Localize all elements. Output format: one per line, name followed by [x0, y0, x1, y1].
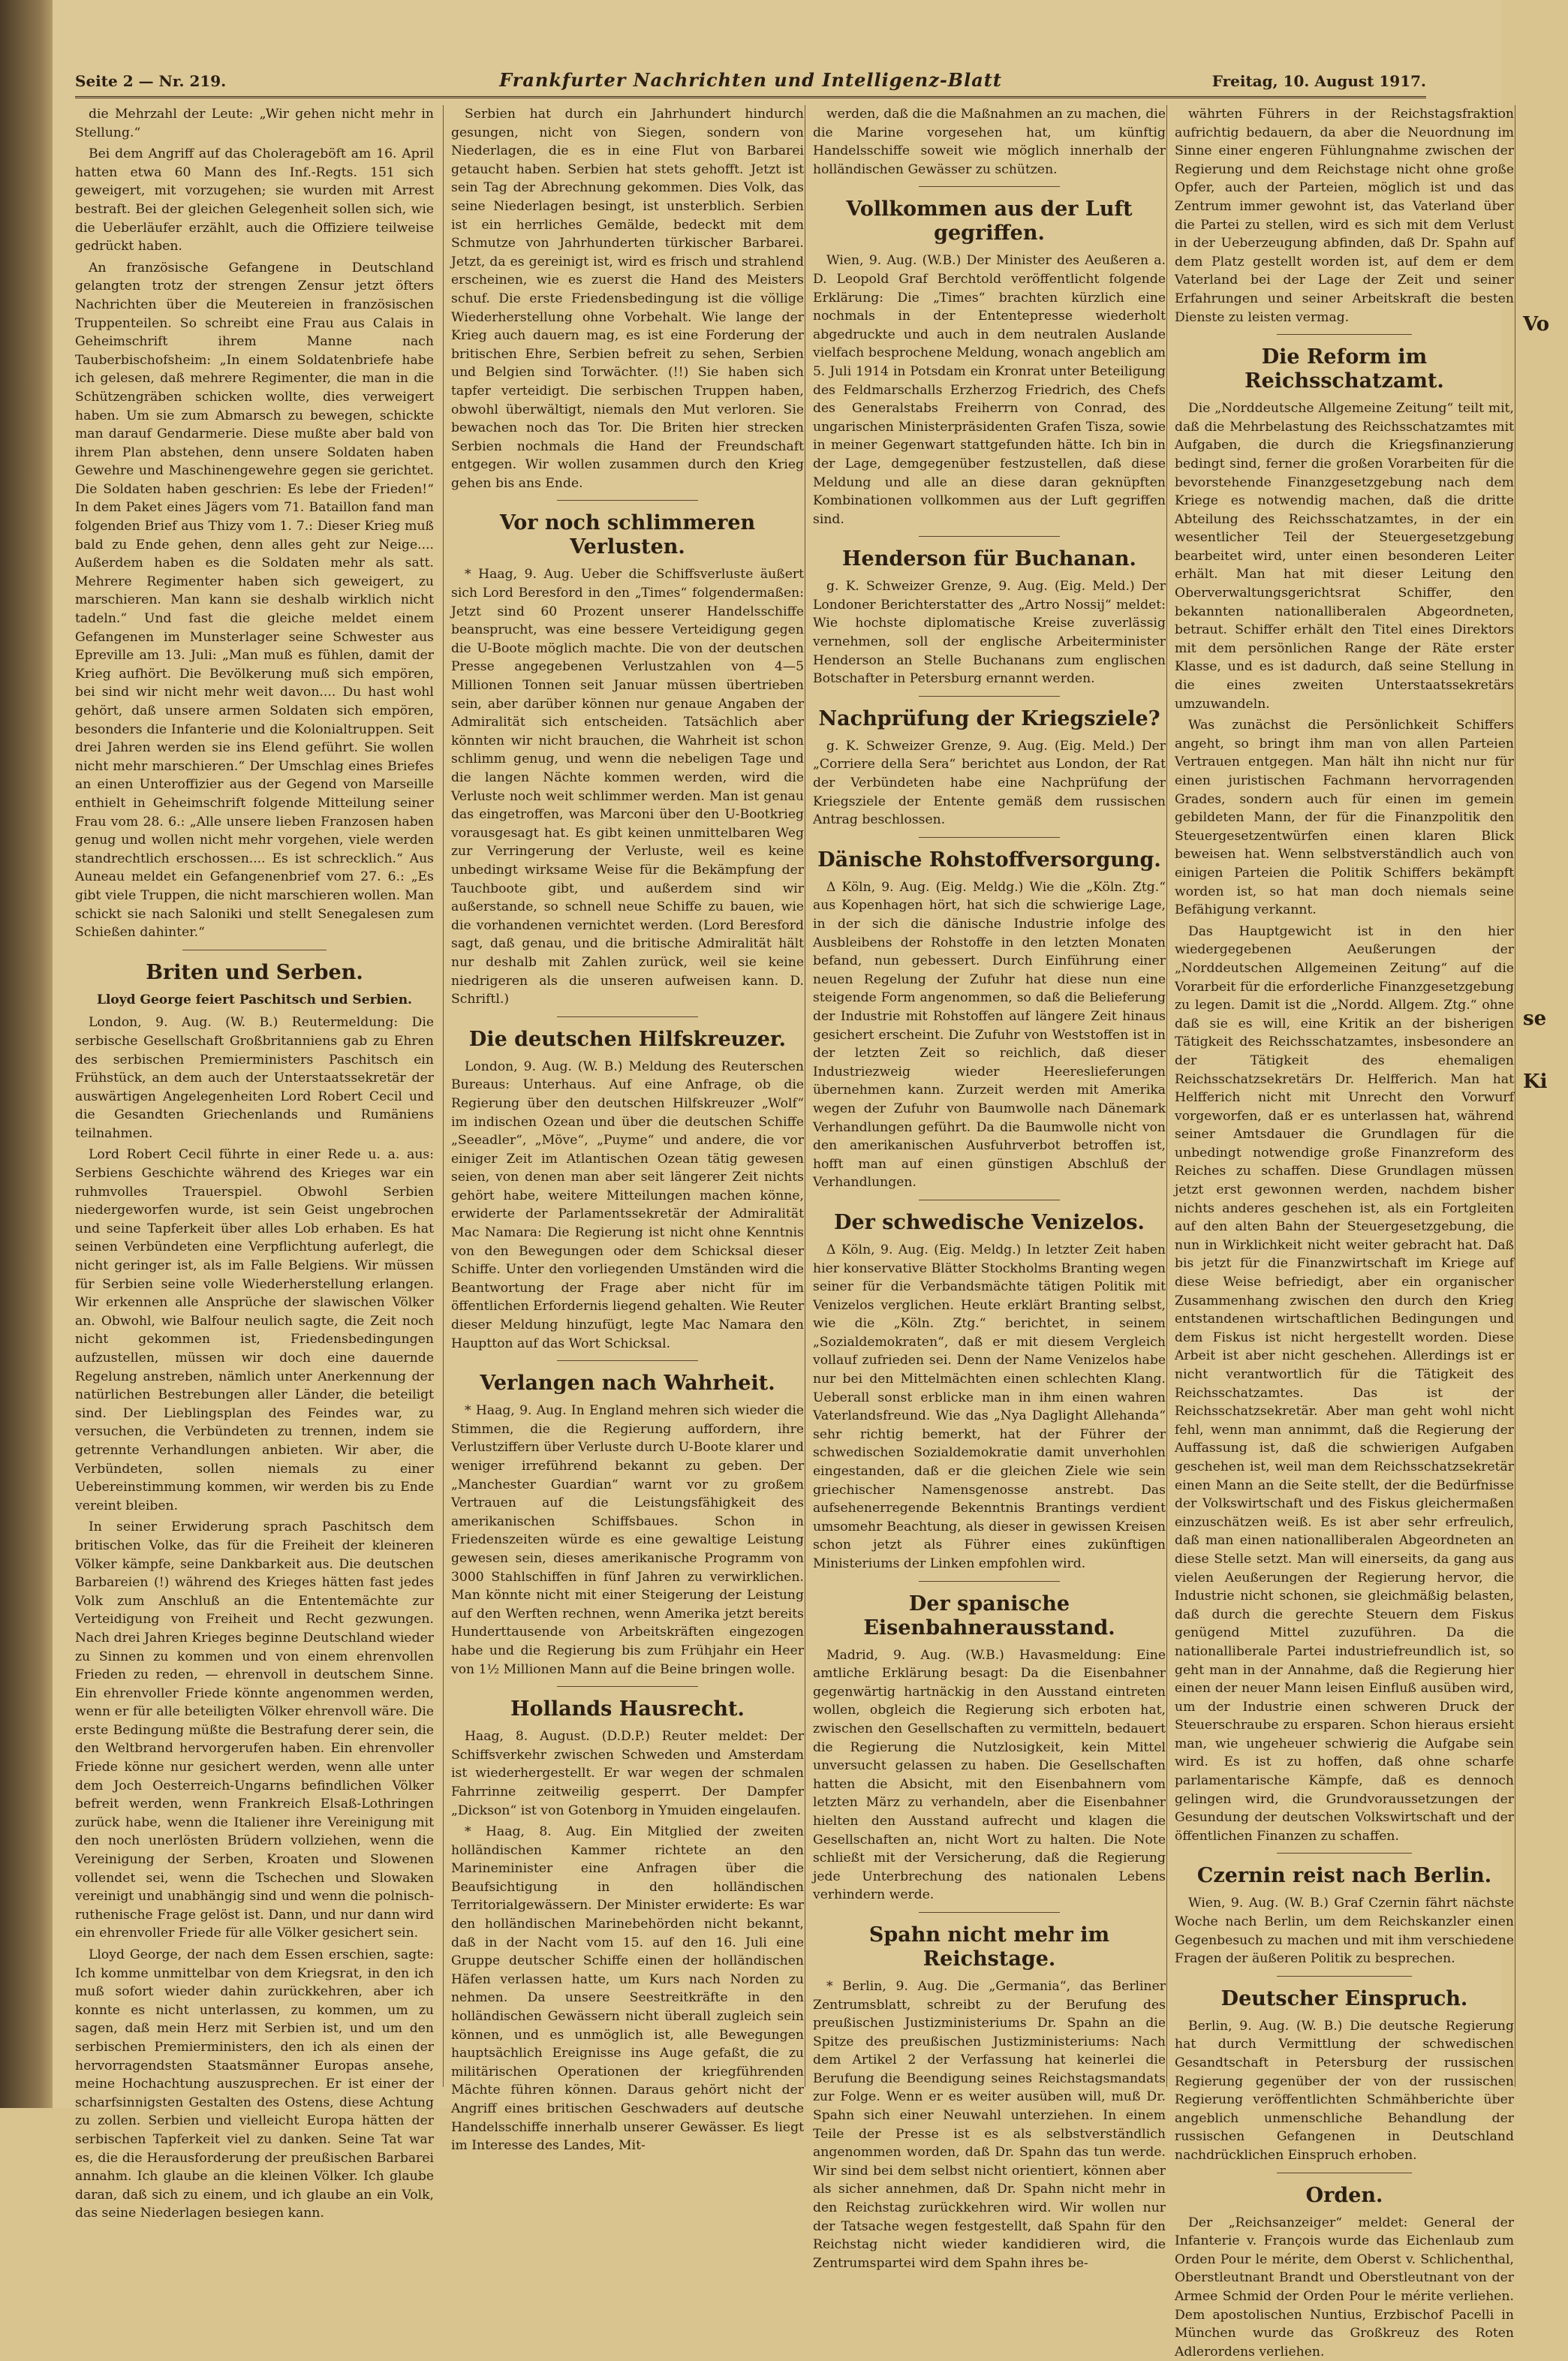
divider: [919, 186, 1060, 187]
paragraph: Das Hauptgewicht ist in den hier wiedergegebenen Aeußerungen der „Norddeutschen Allgemeinen Zeitung“ auf die Vorarbeit für die erforderliche Finanzgesetzgebung zu legen. Damit ist die „Nordd. Allgem. Ztg.“ ohne daß sie es will, eine Kritik an der bisherigen Tätigkeit des Reichsschatzamtes, insbesondere an der Tätigkeit des ehemaligen Reichsschatzsekretärs Dr. Helfferich. Man hat Helfferich nicht mit Unrecht den Vorwurf vorgeworfen, daß er es unterlassen hat, während seiner Amtsdauer die Grundlagen für die unbedingt notwendige große Finanzreform des Reiches zu schaffen. Diese Grundlagen müssen jetzt erst gewonnen werden, nachdem bisher nichts anderes geschehen ist, als ein Fortgleiten auf den alten Bahn der Steuergesetzgebung, die nun in Wirklichkeit nicht weiter gebracht hat. Daß bis jetzt für die Finanzwirtschaft im Kriege auf diese Weise befriedigt, aber ein organischer Zusammenhang zwischen den durch den Krieg entstandenen wirtschaftlichen Bedingungen und dem Fiskus ist nicht hergestellt worden. Diese Arbeit ist aber nicht geschehen. Allerdings ist er nicht verantwortlich für die Tätigkeit des Reichsschatzamtes. Das ist der Reichsschatzsekretär. Aber man geht wohl nicht fehl, wenn man annimmt, daß die Regierung der Auffassung ist, daß die schwierigen Aufgaben geschehen ist, weil man dem Reichsschatzsekretär einen Mann an die Seite stellt, der die Bedürfnisse der Volkswirtschaft und des Fiskus gleichermaßen einzuschätzen weiß. Es ist aber sehr erfreulich, daß man einen nationalliberalen Abgeordneten an diese Stelle setzt. Man will einerseits, da gang aus vielen Aeußerungen der Regierung hervor, die Industrie nicht schonen, sie gleichmäßig belasten, daß durch die gerechte Steuern dem Fiskus genügend Mittel zuzuführen. Da die nationalliberale Partei industriefreundlich ist, so geht man in der Annahme, daß die Regierung hier einen der neuer Mann leisen Einfluß ausüben wird, um der Industrie einen schweren Druck der Steuerschraube zu ersparen. Schon hieraus ersieht man, wie ungeheuer schwierig die Aufgabe sein wird. Es ist zu hoffen, daß ohne scharfe parlamentarische Kämpfe, daß es dennoch gelingen wird, die Grundvoraussetzungen der Gesundung der deutschen Volkswirtschaft und der öffentlichen Finanzen zu schaffen.: [1175, 923, 1514, 1844]
headline-rohstoff: Dänische Rohstoffversorgung.: [817, 848, 1161, 872]
book-binding: [0, 0, 53, 2108]
divider: [1277, 334, 1413, 335]
paragraph: * Berlin, 9. Aug. Die „Germania“, das Berliner Zentrumsblatt, schreibt zu der Berufung des preußischen Justizministeriums Dr. Spahn an die Spitze des preußischen Justizministeriums: Nach dem Artikel 2 der Verfassung hat keinerlei die Berufung die Beendigung seines Reichstagsmandats zur Folge. Wenn er es weiter ausüben will, muß Dr. Spahn sich einer Neuwahl unterziehen. In einem Teile der Presse ist es als selbstverständlich angenommen worden, daß Dr. Spahn das tun werde. Wir sind bei dem selbst nicht orientiert, können aber als sicher annehmen, daß Dr. Spahn nicht mehr in den Reichstag zurückkehren wird. Wir wollen nur der Tatsache wegen festgestellt, daß Spahn für den Reichstag nicht wieder kandidieren wird, die Zentrumspartei wird dem Spahn ihres be-: [813, 1978, 1166, 2271]
headline-orden: Orden.: [1305, 2183, 1383, 2207]
column-1: [75, 105, 434, 2221]
divider: [557, 500, 698, 501]
paragraph: Lord Robert Cecil führte in einer Rede u. a. aus: Serbiens Geschichte während des Krieges war ein ruhmvolles Trauerspiel. Obwohl Serbien niedergeworfen wurde, ist sein Geist ungebrochen und seine Tapferkeit über alles Lob erhaben. Es hat seinen Verbündeten eine Verpflichtung auferlegt, die nicht geringer ist, als im Falle Belgiens. Wir müssen für Serbien seine volle Wiederherstellung erlangen. Wir erkennen alle Ansprüche der slawischen Völker an. Obwohl, wie Balfour neulich sagte, die Zeit noch nicht gekommen ist, Friedensbedingungen aufzustellen, müssen wir doch eine dauernde Regelung anstreben, nämlich unter Anerkennung der natürlichen Bestrebungen aller Länder, die beteiligt sind. Der Lieblingsplan des Feindes war, zu versuchen, die Verbündeten zu trennen, indem sie getrennte Verhandlungen anbieten. Wir aber, die Verbündeten, sollen niemals zu einer Uebereinstimmung kommen, wir werden bis zu Ende vereint bleiben.: [75, 1147, 434, 1513]
paragraph: Madrid, 9. Aug. (W.B.) Havasmeldung: Eine amtliche Erklärung besagt: Da die Eisenbahner gegenwärtig hartnäckig in den Ausstand eintreten wollen, obgleich die Regierung sich erboten hat, zwischen den Gesellschaften zu vermitteln, bedauert die Regierung die Nutzlosigkeit, kein Mittel unversucht gelassen zu haben. Die Gesellschaften hatten die Absicht, mit den Eisenbahnern vom letzten März zu verhandeln, aber die Eisenbahner hielten den Ausstand aufrecht und klagen die Gesellschaften an, nicht Wort zu halten. Die Note schließt mit der Versicherung, daß die Regierung jede Unterbrechung des nationalen Lebens verhindern werde.: [813, 1647, 1166, 1903]
page-number: Seite 2 — Nr. 219.: [75, 72, 227, 90]
fragment-text: Vo: [1523, 313, 1550, 336]
paragraph: An französische Gefangene in Deutschland gelangten trotz der strengen Zensur jetzt öfters Nachrichten über die Meutereien in französischen Truppenteilen. So schreibt eine Frau aus Calais in Geheimschrift ihrem Manne nach Tauberbischofsheim: „In einem Soldatenbriefe habe ich gelesen, daß mehrere Regimenter, die man in die Schützengräben schicken wollte, dies verweigert haben. Um sie zum Abmarsch zu bewegen, schickte man darauf Gendarmerie. Diese mußte aber bald von ihrem Plan abstehen, denn unsere Soldaten haben Gewehre und Maschinengewehre gegen sie gerichtet. Die Soldaten haben geschrien: Es lebe der Frieden!“ In dem Paket eines Jägers vom 71. Bataillon fand man folgenden Brief aus Thizy vom 1. 7.: Dieser Krieg muß bald zu Ende gehen, denn alles geht zur Neige.... Außerdem haben es die Soldaten mehr als satt. Mehrere Regimenter haben sich geweigert, zu marschieren. Man kann sie deshalb wirklich nicht tadeln.“ Und fast die gleiche meldet einem Gefangenen im Munsterlager seine Schwester aus Epreville am 13. Juli: „Man muß es fühlen, damit der Krieg aufhört. Die Bevölkerung muß sich empören, bei sind wir nicht mehr weit davon.... Du hast wohl gehört, daß unsere armen Soldaten sich empören, besonders die Infanterie und die Kolonialtruppen. Seit drei Jahren werden sie ins Elend geführt. Sie wollen nicht mehr marschieren.“ Der Umschlag eines Briefes an einen Unteroffizier aus der Gegend von Marseille enthielt in Geheimschrift folgende Mitteilung seiner Frau vom 28. 6.: „Alle unsere lieben Franzosen haben genug und wollen nicht mehr vorgehen, viele werden standrechtlich erschossen.... Es ist schrecklich.“ Aus Auneau meldet ein Gefangenenbrief vom 27. 6.: „Es gibt viele Truppen, die nicht marschieren wollen. Man schickt sie nach Saloniki und stellt Senegalesen zum Schießen dahinter.“: [75, 260, 434, 941]
headline-holland: Hollands Hausrecht.: [510, 1697, 745, 1721]
paragraph: Bei dem Angriff auf das Cholerageböft am 16. April hatten etwa 60 Mann des Inf.-Regts. 151 sich geweigert, mit vorzugehen; sie wurden mit Arrest bestraft. Bei der gleichen Gelegenheit sollen sich, wie die Ueberläufer erzählt, auch die Offiziere teilweise gedrückt haben.: [75, 146, 434, 254]
column-3: [805, 105, 1166, 2271]
subheadline: Lloyd George feiert Paschitsch und Serbien.: [97, 992, 412, 1007]
headline-verluste: Vor noch schlimmeren Verlusten.: [499, 511, 756, 559]
divider: [1277, 1976, 1413, 1977]
paragraph: Wien, 9. Aug. (W.B.) Der Minister des Aeußeren a. D. Leopold Graf Berchtold veröffentlicht folgende Erklärung: Die „Times“ brachten kürzlich eine nochmals in der Ententepresse wiederholt abgedruckte und auch in dem neutralen Auslande vielfach besprochene Meldung, wonach angeblich am 5. Juli 1914 in Potsdam ein Kronrat unter Beteiligung des Feldmarschalls Erzherzog Friedrich, des Chefs des Generalstabs Freiherrn von Conrad, des ungarischen Ministerpräsidenten Grafen Tisza, sowie in meiner Gegenwart stattgefunden hätte. Ich bin in der Lage, demgegenüber festzustellen, daß diese Meldung und alle an diese daran geknüpften Kombinationen vollkommen aus der Luft gegriffen sind.: [813, 253, 1166, 527]
divider: [919, 1912, 1060, 1913]
paragraph: London, 9. Aug. (W. B.) Reutermeldung: Die serbische Gesellschaft Großbritanniens gab zu Ehren des serbischen Premierministers Paschitsch ein Frühstück, an dem auch der Unterstaatssekretär der auswärtigen Angelegenheiten Lord Robert Cecil und die Gesandten Griechenlands und Rumäniens teilnahmen.: [75, 1015, 434, 1141]
divider: [557, 1360, 698, 1361]
headline-briten: Briten und Serben.: [146, 960, 363, 984]
headline-reform: Die Reform im Reichsschatzamt.: [1244, 345, 1444, 393]
paragraph: die Mehrzahl der Leute: „Wir gehen nicht mehr in Stellung.“: [75, 107, 434, 140]
paragraph: * Haag, 8. Aug. Ein Mitglied der zweiten holländischen Kammer richtete an den Marineminister eine Anfragen über die Beaufsichtigung in den holländischen Territorialgewässern. Der Minister erwiderte: Es war den holländischen Marinebehörden nicht bekannt, daß in der Nacht vom 15. auf den 16. Juli eine Gruppe deutscher Schiffe einen der holländischen Häfen verlassen hatte, um Kurs nach Norden zu nehmen. Da unsere Seestreitkräfte in den holländischen Gewässern nicht überall zugleich sein können, und es unmöglich ist, alle Bewegungen hauptsächlich Ereignisse ins Auge gefaßt, die zu militärischen Operationen der kriegführenden Mächte führen können. Daraus gehört nicht der Angriff eines britischen Geschwaders auf deutsche Handelsschiffe innerhalb unserer Gewässer. Es liegt im Interesse des Landes, Mit-: [451, 1824, 804, 2154]
column-2: [443, 105, 804, 2154]
headline-eisenbahn: Der spanische Eisenbahnerausstand.: [863, 1592, 1115, 1640]
paragraph: Δ Köln, 9. Aug. (Eig. Meldg.) Wie die „Köln. Ztg.“ aus Kopenhagen hört, hat sich die schwierige Lage, in der sich die dänische Industrie infolge des Ausbleibens der Rohstoffe in den letzten Monaten befand, nun gebessert. Durch Einführung einer neuen Regelung der Zufuhr hat diese nun eine steigende Form angenommen, so daß die Belieferung der Industrie mit Rohstoffen auf längere Zeit hinaus gesichert erscheint. Die Zufuhr von Weststoffen ist in der letzten Zeit so reichlich, daß dieser Industriezweig wieder Heereslieferungen übernehmen kann. Zurzeit werden mit Amerika wegen der Zufuhr von Baumwolle nach Dänemark Verhandlungen geführt. Da die Baumwolle nicht von den amerikanischen Ausfuhrverbot betroffen ist, hofft man auf einen günstigen Abschluß der Verhandlungen.: [813, 879, 1166, 1191]
paragraph: In seiner Erwiderung sprach Paschitsch dem britischen Volke, das für die Freiheit der kleineren Völker kämpfe, seine Dankbarkeit aus. Die deutschen Barbareien (!) während des Krieges hätten fast jedes Volk zum Anschluß an die Ententemächte zur Verteidigung von Freiheit und Recht gezwungen. Nach drei Jahren Krieges beginne Deutschland wieder zu Sinnen zu kommen und von einem ehrenvollen Frieden zu reden, — ehrenvoll in deutschem Sinne. Ein ehrenvoller Friede könnte angenommen werden, wenn er für alle beteiligten Völker ehrenvoll wäre. Die erste Bedingung müßte die Bestrafung derer sein, die den Weltbrand hervorgerufen haben. Ein ehrenvoller Friede könne nur gesichert werden, wenn alle unter dem Joch Oesterreich-Ungarns befindlichen Völker befreit werden, wenn Frankreich Elsaß-Lothringen zurück habe, wenn die Italiener ihre Vereinigung mit den noch unerlösten Brüdern vollziehen, wenn die Vereinigung der Serben, Kroaten und Slowenen vollendet sei, wenn die Tschechen und Slowaken vereinigt und unabhängig sind und wenn die polnisch-ruthenische Frage gelöst ist. Dann, und nur dann wird ein ehrenvoller Friede für alle Völker gesichert sein.: [75, 1519, 434, 1941]
headline-spahn: Spahn nicht mehr im Reichstage.: [868, 1923, 1110, 1971]
fragment-text: se: [1523, 1007, 1547, 1030]
headline-kriegsziele: Nachprüfung der Kriegsziele?: [818, 706, 1160, 730]
paragraph: währten Führers in der Reichstagsfraktion aufrichtig bedauern, da aber die Neuordnung im Sinne einer engeren Fühlungnahme zwischen der Regierung und dem Reichstage nicht ohne große Opfer, auch der Parteien, möglich ist und das Zentrum immer gewohnt ist, das Vaterland über die Partei zu stellen, wird es sich mit dem Verlust in der Ueberzeugung abfinden, daß Dr. Spahn auf dem Platz gestellt worden ist, auf dem er dem Vaterland bei der Lage der Zeit und seiner Erfahrungen und seiner Arbeitskraft die besten Dienste zu leisten vermag.: [1175, 107, 1514, 325]
paragraph: * Haag, 9. Aug. In England mehren sich wieder die Stimmen, die die Regierung auffordern, ihre Verlustziffern über Verluste durch U-Boote klarer und weniger irreführend bekannt zu geben. Der „Manchester Guardian“ warnt vor zu großem Vertrauen auf die Leistungsfähigkeit des amerikanischen Schiffsbaues. Schon in Friedenszeiten würde es eine gewaltige Leistung gewesen sein, dieses amerikanische Programm von 3000 Stahlschiffen in fünf Jahren zu verwirklichen. Man könnte nicht mit einer Steigerung der Leistung auf den Werften rechnen, wenn Amerika jetzt bereits Hunderttausende von Arbeitskräften eingezogen habe und die Regierung bis zum Frühjahr ein Heer von 1½ Millionen Mann auf die Beine bringen wolle.: [451, 1403, 804, 1677]
paragraph: London, 9. Aug. (W. B.) Meldung des Reuterschen Bureaus: Unterhaus. Auf eine Anfrage, ob die Regierung über den deutschen Hilfskreuzer „Wolf“ im indischen Ozean und über die deutschen Schiffe „Seeadler“, „Möve“, „Puyme“ und andere, die vor einiger Zeit im Atlantischen Ozean tätig gewesen seien, von denen man aber seit längerer Zeit nichts gehört habe, weitere Mitteilungen machen könne, erwiderte der Parlamentssekretär der Admiralität Mac Namara: Die Regierung ist nicht ohne Kenntnis von den Bewegungen oder dem Schicksal dieser Schiffe. Unter den vorliegenden Umständen wird die Beantwortung der Frage aber nicht für im öffentlichen Erfordernis liegend gehalten. Wie Reuter dieser Meldung hinzufügt, legte Mac Namara den Hauptton auf das Wort Schicksal.: [451, 1059, 804, 1351]
divider: [919, 696, 1060, 697]
paragraph: Wien, 9. Aug. (W. B.) Graf Czernin fährt nächste Woche nach Berlin, um dem Reichskanzler einen Gegenbesuch zu machen und mit ihm verschiedene Fragen der äußeren Politik zu besprechen.: [1175, 1896, 1514, 1967]
divider: [557, 1016, 698, 1017]
paragraph: werden, daß die die Maßnahmen an zu machen, die die Marine vorgesehen hat, um künftig Handelsschiffe soweit wie möglich innerhalb der holländischen Gewässer zu schützen.: [813, 107, 1166, 177]
page-header: [75, 66, 1426, 98]
paragraph: Δ Köln, 9. Aug. (Eig. Meldg.) In letzter Zeit haben hier konservative Blätter Stockholms Branting wegen seiner für die Verbandsmächte tätigen Politik mit Venizelos verglichen. Heute erklärt Branting selbst, wie die „Köln. Ztg.“ berichtet, in seinem „Sozialdemokraten“, daß er mit diesem Vergleich vollauf zufrieden sei. Denn der Name Venizelos habe nur bei den Mittelmächten einen schlechten Klang. Ueberall sonst erblicke man in ihm einen wahren Vaterlandsfreund. Wie das „Nya Daglight Allehanda“ sehr richtig bemerkt, hat der Führer der schwedischen Sozialdemokratie damit unverhohlen eingestanden, daß er die gleichen Ziele wie sein griechischer Namensgenosse anstrebt. Das aufsehenerregende Bekenntnis Brantings verdient umsomehr Beachtung, als dieser in gewissen Kreisen schon jetzt als Führer eines zukünftigen Ministeriums der Linken empfohlen wird.: [813, 1242, 1166, 1571]
divider: [919, 536, 1060, 537]
paragraph: Die „Norddeutsche Allgemeine Zeitung“ teilt mit, daß die Mehrbelastung des Reichsschatzamtes mit Aufgaben, die durch die Kriegsfinanzierung bedingt sind, ferner die großen Vorarbeiten für die bevorstehende Finanzgesetzgebung nach dem Kriege es notwendig machen, daß die dritte Abteilung des Reichsschatzamtes, in der ein wesentlicher Teil der Steuergesetzgebung bearbeitet wird, unter einen besonderen Leiter erhält. Man hat mit dieser Leitung den Oberverwaltungsgerichtsrat Schiffer, den bekannten nationalliberalen Abgeordneten, betraut. Schiffer erhält den Titel eines Direktors mit dem persönlichen Range der Räte erster Klasse, und es ist dadurch, daß seine Stellung in die eines zweiten Unterstaatssekretärs umzuwandeln.: [1175, 401, 1514, 712]
divider: [919, 837, 1060, 838]
paragraph: g. K. Schweizer Grenze, 9. Aug. (Eig. Meld.) Der Londoner Berichterstatter des „Artro Nossij“ meldet: Wie hochste diplomatische Kreise zuverlässig vernehmen, soll der englische Arbeiterminister Henderson an Stelle Buchanans zum englischen Botschafter in Petersburg ernannt werden.: [813, 579, 1166, 687]
paragraph: g. K. Schweizer Grenze, 9. Aug. (Eig. Meld.) Der „Corriere della Sera“ berichtet aus London, der Rat der Verbündeten habe eine Nachprüfung der Kriegsziele der Entente gemäß dem russischen Antrag beschlossen.: [813, 738, 1166, 828]
headline-henderson: Henderson für Buchanan.: [842, 547, 1136, 571]
masthead-title: Frankfurter Nachrichten und Intelligenz-Blatt: [499, 69, 1002, 91]
paragraph: Serbien hat durch ein Jahrhundert hindurch gesungen, nicht von Siegen, sondern von Niederlagen, die es in eine Flut von Barbarei getaucht haben. Serbien hat stets gehofft. Jetzt ist sein Tag der Abrechnung gekommen. Dies Volk, das seine Niederlagen besingt, ist unsterblich. Serbien ist ein herrliches Gemälde, bedeckt mit dem Schmutze von Jahrhunderten türkischer Barbarei. Jetzt, da es gereinigt ist, wird es frisch und strahlend erscheinen, wie es zuerst die Hand des Meisters schuf. Die erste Friedensbedingung ist die völlige Wiederherstellung ohne Vorbehalt. Wie lange der Krieg auch dauern mag, es ist eine Forderung der britischen Ehre, Serbien befreit zu sehen, Serbien und Belgien sind Torwächter. (!!) Sie haben sich tapfer verteidigt. Die serbischen Truppen haben, obwohl überwältigt, niemals den Mut verloren. Sie bewachen noch das Tor. Die Briten hier strecken Serbien nochmals die Hand der Freundschaft entgegen. Wir wollen zusammen durch den Krieg gehen bis ans Ende.: [451, 107, 804, 491]
headline-einspruch: Deutscher Einspruch.: [1220, 1986, 1468, 2010]
column-5-fragment: [1515, 105, 1568, 2087]
headline-czernin: Czernin reist nach Berlin.: [1196, 1864, 1492, 1888]
divider: [919, 1581, 1060, 1582]
paragraph: Was zunächst die Persönlichkeit Schiffers angeht, so bringt ihm man von allen Parteien Vertrauen entgegen. Man hält ihn nicht nur für einen juristischen Fachmann hervorragenden Grades, sondern auch für einen im gemein gebildeten Mann, der für die Finanzpolitik den Steuergesetzentwürfen einen klaren Blick beweisen hat. Wenn selbstverständlich auch von einigen Parteien die Politik Schiffers bekämpft worden ist, so hat man doch niemals seine Befähigung verkannt.: [1175, 718, 1514, 918]
article-columns: [75, 105, 1550, 2359]
divider: [1277, 1853, 1413, 1854]
fragment-text: Ki: [1523, 1071, 1548, 1094]
divider: [557, 1686, 698, 1687]
issue-date: Freitag, 10. August 1917.: [1211, 72, 1426, 90]
column-4: [1166, 105, 1514, 2359]
paragraph: Haag, 8. August. (D.D.P.) Reuter meldet: Der Schiffsverkehr zwischen Schweden und Amsterdam ist wiederhergestellt. Er war wegen der schmalen Fahrrinne zeitweilig gesperrt. Der Dampfer „Dickson“ ist von Gotenborg in Ymuiden eingelaufen.: [451, 1729, 804, 1818]
headline-venizelos: Der schwedische Venizelos.: [834, 1210, 1145, 1234]
headline-wahrheit: Verlangen nach Wahrheit.: [480, 1372, 775, 1396]
paragraph: * Haag, 9. Aug. Ueber die Schiffsverluste äußert sich Lord Beresford in den „Times“ folgendermaßen: Jetzt sind 60 Prozent unserer Handelsschiffe beansprucht, was eine bessere Verteidigung gegen die U-Boote möglich machte. Die von der deutschen Presse angegebenen Verlustzahlen von 4—5 Millionen Tonnen seit Januar müssen übertrieben sein, aber darüber können nur genaue Angaben der Admiralität sich entscheiden. Tatsächlich aber könnten wir nicht brauchen, die Wahrheit ist schon schlimm genug, und wenn die nebeligen Tage und die langen Nächte kommen werden, wird die Verluste noch weit schlimmer werden. Man ist genau das eingetroffen, was Marconi über den U-Bootkrieg vorausgesagt hat. Es gibt keinen unmittelbaren Weg zur Verringerung der Verluste, weil es keine unbedingt wirksame Weise für die Bekämpfung der Tauchboote gibt, und außerdem sind wir außerstande, so schnell neue Schiffe zu bauen, wie die vorhandenen vernichtet werden. (Lord Beresford sagt, daß genau, und die britische Admiralität hält nur deshalb mit Zahlen zurück, weil sie keine niedrigeren als die unseren aufweisen kann. D. Schriftl.): [451, 567, 804, 1007]
headline-hilfskreuzer: Die deutschen Hilfskreuzer.: [468, 1027, 787, 1051]
paragraph: Lloyd George, der nach dem Essen erschien, sagte: Ich komme unmittelbar von dem Kriegsrat, in den ich muß sofort wieder dahin zurückkehren, aber ich konnte es nicht unterlassen, zu kommen, um zu sagen, daß mein Herz mit Serbien ist, und um den serbischen Premierministers, den ich als einen der hervorragendsten Staatsmänner Europas ansehe, meine Hochachtung auszusprechen. Er ist einer der scharfsinnigsten Gestalten des Ostens, diese Achtung zu zollen. Serbien und vielleicht Europa hätten der serbischen Tapferkeit viel zu danken. Seine Tat war es, die die Herausforderung der preußischen Barbarei annahm. Ich glaube an die kleinen Völker. Ich glaube daran, daß sich zu einem, und ich glaube an ein Volk, das seine Niederlagen besiegen kann.: [75, 1947, 434, 2221]
paragraph: Der „Reichsanzeiger“ meldet: General der Infanterie v. François wurde das Eichenlaub zum Orden Pour le mérite, dem Oberst v. Schlichenthal, Oberstleutnant Brandt und Oberstleutnant von der Armee Schmid der Orden Pour le mérite verliehen. Dem apostolischen Nuntius, Erzbischof Pacelli in München wurde das Großkreuz des Roten Adlerordens verliehen.: [1175, 2215, 1514, 2359]
headline-luft: Vollkommen aus der Luft gegriffen.: [846, 197, 1133, 245]
paragraph: Berlin, 9. Aug. (W. B.) Die deutsche Regierung hat durch Vermittlung der schwedischen Gesandtschaft in Petersburg der russischen Regierung gegenüber der von der russischen Regierung veröffentlichten Schmähberichte über angeblich unmenschliche Behandlung der russischen Gefangenen in Deutschland nachdrücklichen Einspruch erhoben.: [1175, 2018, 1514, 2163]
